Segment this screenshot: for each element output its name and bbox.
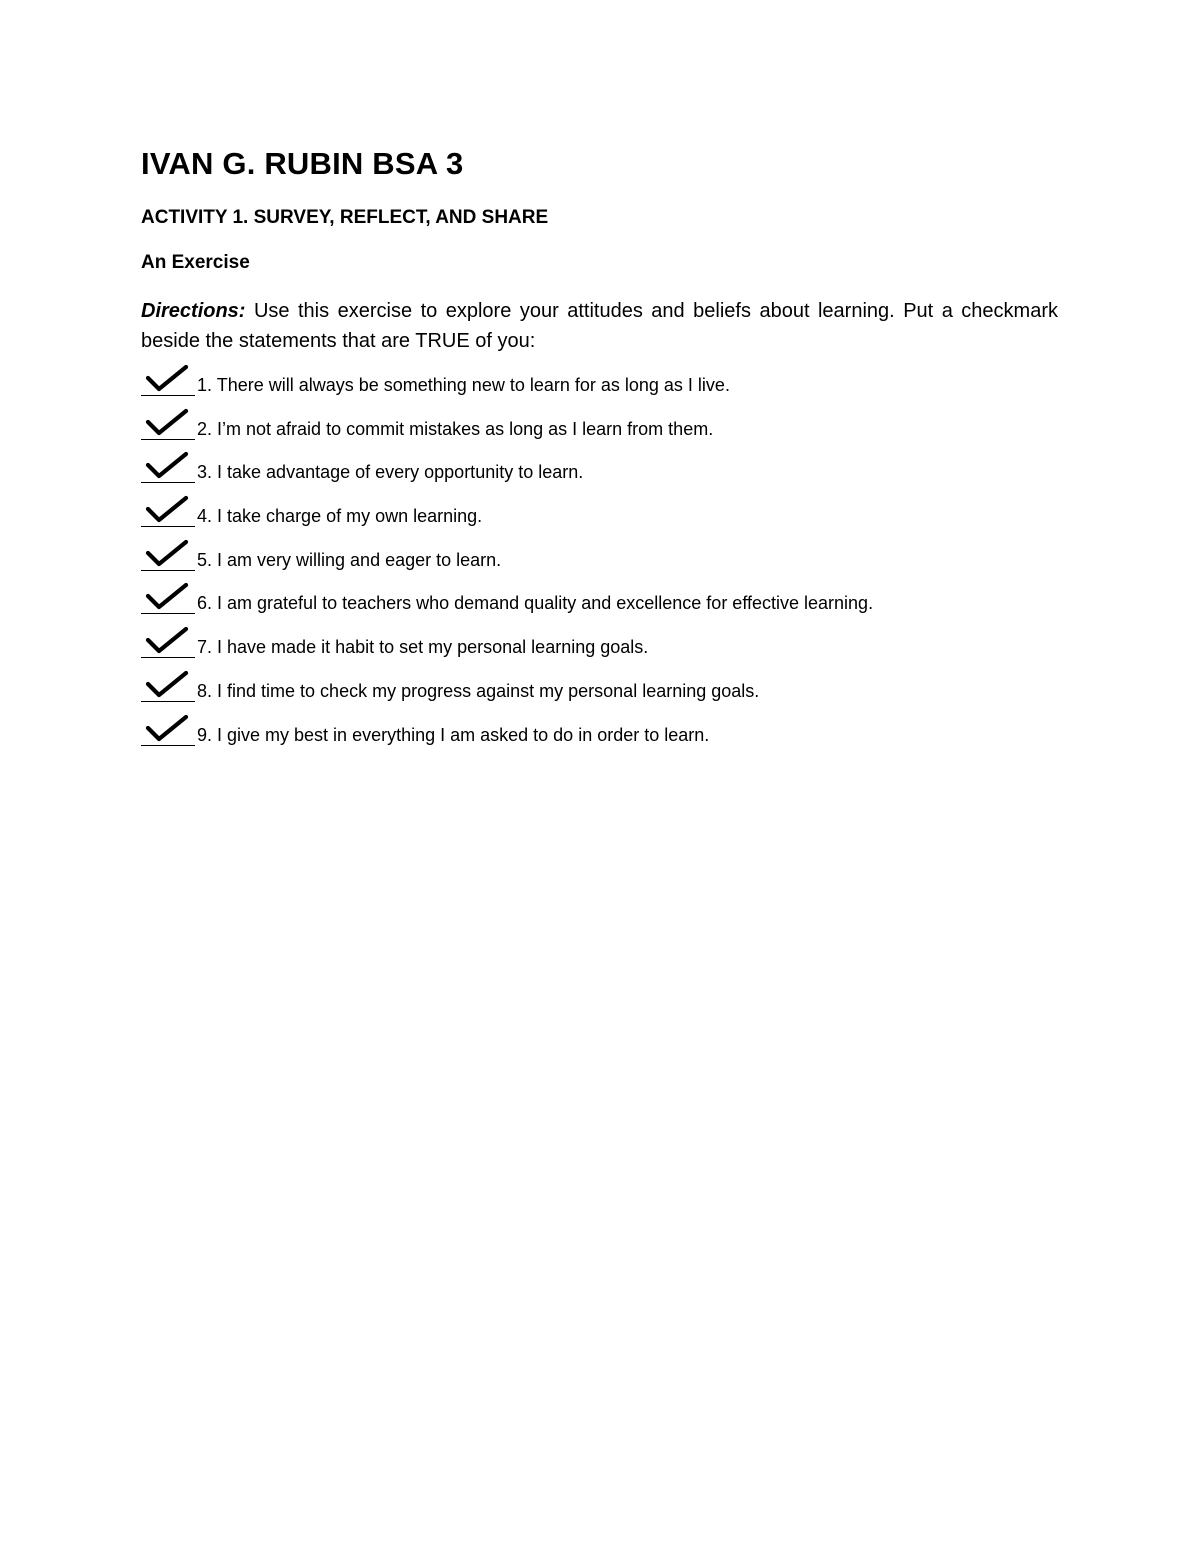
statement-body: . I have made it habit to set my personal learning goals. [207, 637, 649, 658]
statement-number: 2 [197, 418, 208, 439]
statement-body: . I find time to check my progress against my personal learning goals. [207, 680, 760, 701]
directions-text: Use this exercise to explore your attitudes and beliefs about learning. Put a checkmark beside the statements that are TRUE of you: [141, 300, 1058, 352]
exercise-subheading: An Exercise [141, 252, 250, 273]
statement-number: 4 [197, 506, 208, 527]
answer-blank[interactable] [141, 582, 195, 614]
checkmark-icon [145, 451, 189, 479]
statement-item [141, 670, 1058, 714]
checkmark-icon [145, 582, 189, 610]
directions-label: Directions: [141, 300, 246, 322]
statement-number: 8 [197, 680, 208, 701]
statement-item [141, 451, 1058, 495]
statement-body: . I’m not afraid to commit mistakes as long as I learn from them. [207, 418, 714, 439]
statement-item [141, 408, 1058, 452]
checkmark-icon [145, 364, 189, 392]
statement-item [141, 364, 1058, 408]
statement-body: . I take charge of my own learning. [207, 506, 483, 527]
statement-item [141, 714, 1058, 758]
statement-number: 5 [197, 549, 208, 570]
checkmark-icon [145, 670, 189, 698]
statement-number: 9 [197, 724, 208, 745]
statement-text [197, 592, 873, 614]
answer-blank[interactable] [141, 408, 195, 440]
statement-text [197, 636, 648, 658]
statement-body: . I am very willing and eager to learn. [207, 549, 502, 570]
answer-blank[interactable] [141, 451, 195, 483]
statement-text [197, 374, 730, 396]
checkmark-icon [145, 495, 189, 523]
checkmark-icon [145, 714, 189, 742]
answer-blank[interactable] [141, 714, 195, 746]
statement-number: 6 [197, 593, 208, 614]
answer-blank[interactable] [141, 539, 195, 571]
statement-body: . I take advantage of every opportunity to learn. [207, 462, 584, 483]
statement-item [141, 582, 1058, 626]
answer-blank[interactable] [141, 626, 195, 658]
directions-paragraph [141, 296, 1058, 356]
statement-number: 1 [197, 375, 208, 395]
statement-text [197, 724, 709, 746]
statement-list [141, 364, 1058, 757]
checkmark-icon [145, 408, 189, 436]
checkmark-icon [145, 539, 189, 567]
statement-text [197, 505, 482, 527]
statement-text [197, 549, 501, 571]
activity-title: ACTIVITY 1. SURVEY, REFLECT, AND SHARE [141, 207, 549, 228]
checkmark-icon [145, 626, 189, 654]
statement-item [141, 626, 1058, 670]
statement-body: . I am grateful to teachers who demand quality and excellence for effective learning. [207, 593, 874, 614]
student-name-heading: IVAN G. RUBIN BSA 3 [141, 146, 464, 181]
statement-number: 3 [197, 462, 208, 483]
statement-text [197, 680, 759, 702]
statement-item [141, 495, 1058, 539]
statement-number: 7 [197, 637, 208, 658]
statement-item [141, 539, 1058, 583]
answer-blank[interactable] [141, 670, 195, 702]
statement-body: . I give my best in everything I am asked to do in order to learn. [207, 724, 710, 745]
statement-text [197, 461, 583, 483]
statement-text [197, 418, 713, 440]
statement-body: . There will always be something new to learn for as long as I live. [207, 375, 730, 395]
answer-blank[interactable] [141, 495, 195, 527]
answer-blank[interactable] [141, 364, 195, 396]
